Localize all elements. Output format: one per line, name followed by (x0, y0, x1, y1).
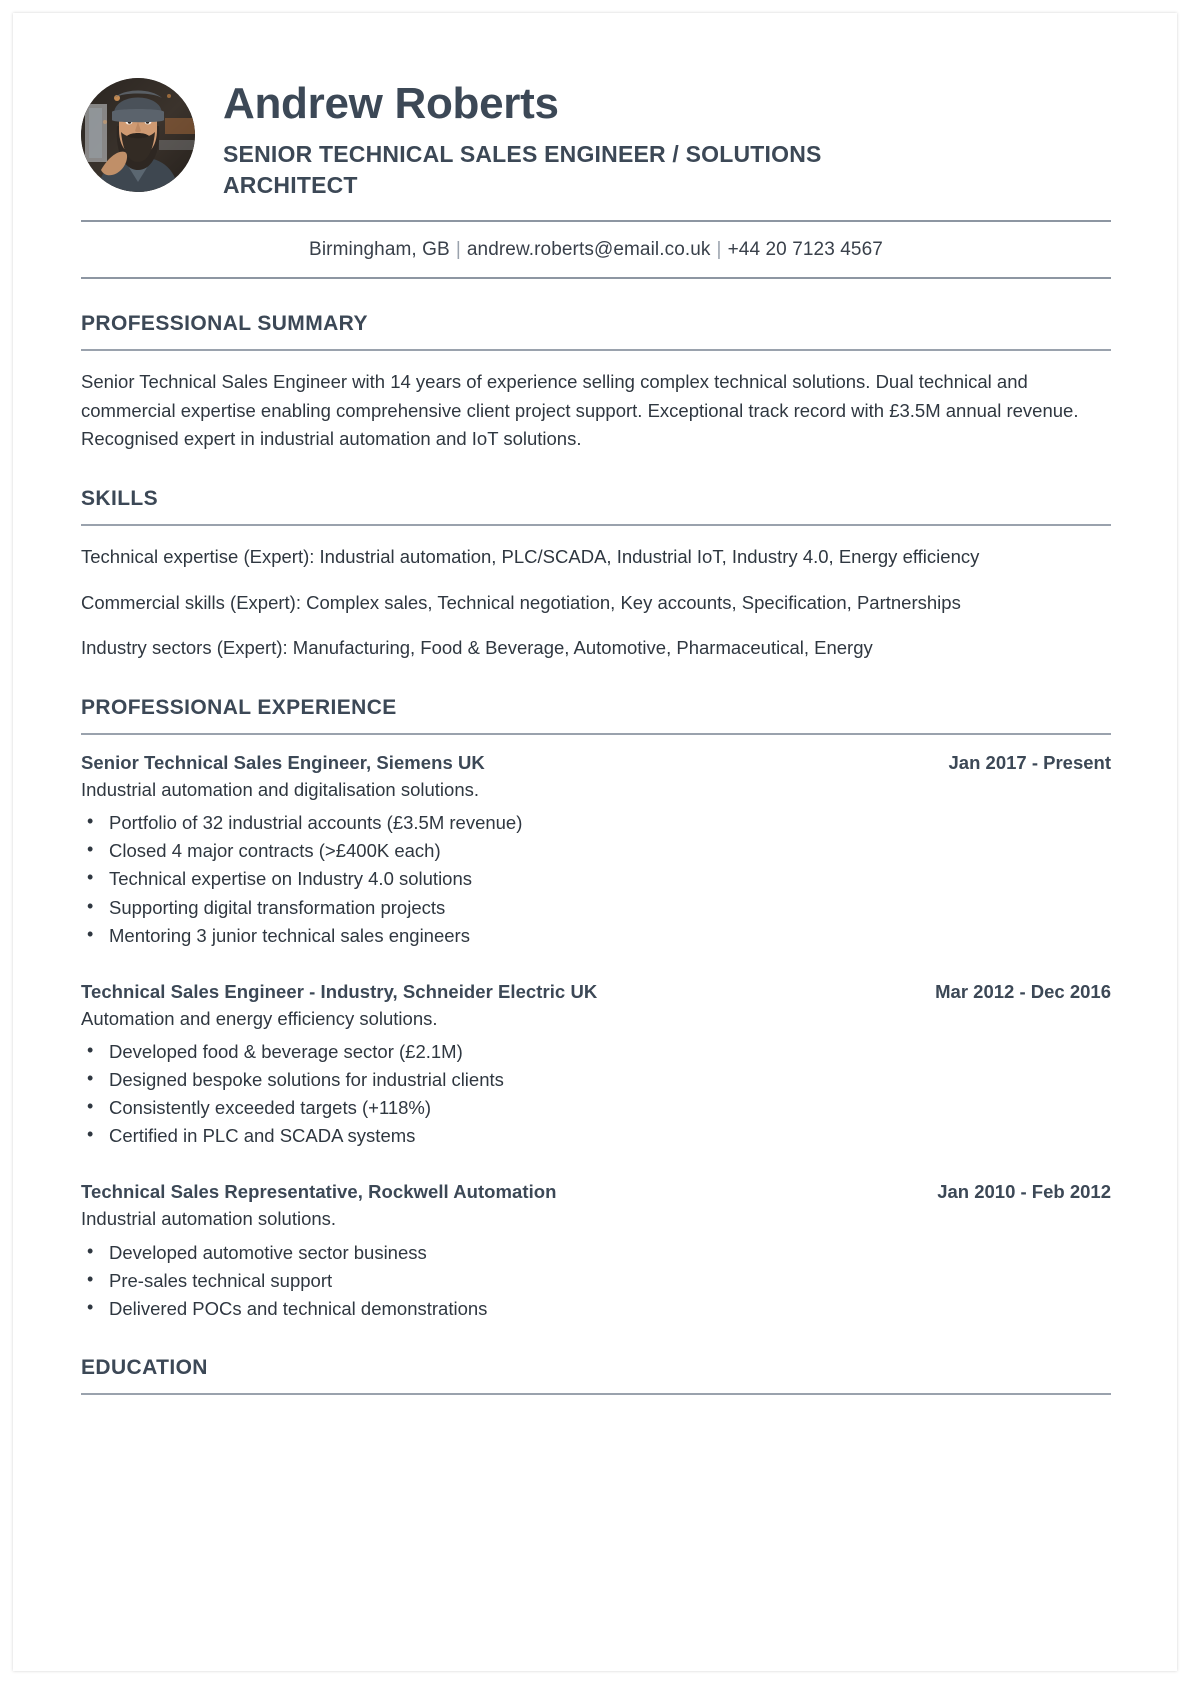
resume-header (81, 75, 1111, 200)
job-subtitle: SENIOR TECHNICAL SALES ENGINEER / SOLUTIONS ARCHITECT (223, 141, 822, 198)
summary-divider (81, 349, 1111, 351)
job-bullet: • Mentoring 3 junior technical sales engineers (81, 922, 1111, 950)
job-bullet: • Certified in PLC and SCADA systems (81, 1122, 1111, 1150)
experience-item-header (81, 752, 1111, 774)
job-bullets (81, 1239, 1111, 1323)
header-text (223, 75, 1111, 200)
contact-separator-1: | (455, 238, 461, 260)
job-bullet: • Portfolio of 32 industrial accounts (£3.5M revenue) (81, 809, 1111, 837)
job-bullet: • Designed bespoke solutions for industrial clients (81, 1066, 1111, 1094)
skills-divider (81, 524, 1111, 526)
experience-item-header (81, 1181, 1111, 1203)
experience-body (81, 752, 1111, 1323)
job-title: Senior Technical Sales Engineer, Siemens UK (81, 751, 485, 773)
section-skills (81, 487, 1111, 663)
experience-item (81, 981, 1111, 1151)
job-bullet: • Developed automotive sector business (81, 1239, 1111, 1267)
job-dates: Jan 2017 - Present (948, 751, 1111, 773)
contact-divider (81, 277, 1111, 279)
job-bullet: • Supporting digital transformation projects (81, 894, 1111, 922)
job-title: Technical Sales Engineer - Industry, Schneider Electric UK (81, 980, 598, 1002)
experience-item (81, 1181, 1111, 1323)
job-bullets (81, 1038, 1111, 1150)
job-dates: Jan 2010 - Feb 2012 (937, 1181, 1111, 1203)
contact-line (81, 222, 1111, 277)
job-bullets (81, 809, 1111, 950)
avatar (81, 78, 195, 192)
experience-item-header (81, 981, 1111, 1003)
skill-line: Technical expertise (Expert): Industrial automation, PLC/SCADA, Industrial IoT, Industry 4.0, Energy efficiency (81, 545, 980, 567)
section-professional-summary (81, 312, 1111, 454)
section-title-education: EDUCATION (81, 1356, 208, 1380)
education-divider (81, 1393, 1111, 1395)
job-dates: Mar 2012 - Dec 2016 (935, 980, 1111, 1002)
skill-line: Commercial skills (Expert): Complex sales, Technical negotiation, Key accounts, Specification, Partnerships (81, 591, 961, 613)
contact-phone[interactable]: +44 20 7123 4567 (727, 238, 883, 260)
job-description: Automation and energy efficiency solutions. (81, 1007, 438, 1029)
summary-text: Senior Technical Sales Engineer with 14 years of experience selling complex technical solutions. Dual technical and commercial expertise enabling comprehensive client project support. Exceptional track record with £3.5M annual revenue. Recognised expert in industrial automation and IoT solutions. (81, 370, 1079, 450)
summary-body (81, 368, 1111, 454)
skills-body (81, 543, 1111, 663)
contact-separator-2: | (716, 238, 722, 260)
skill-line: Industry sectors (Expert): Manufacturing, Food & Beverage, Automotive, Pharmaceutical, Energy (81, 637, 873, 659)
contact-email[interactable]: andrew.roberts@email.co.uk (466, 238, 711, 260)
job-bullet: • Consistently exceeded targets (+118%) (81, 1094, 1111, 1122)
section-title-summary: PROFESSIONAL SUMMARY (81, 311, 368, 335)
job-title: Technical Sales Representative, Rockwell Automation (81, 1181, 557, 1203)
job-bullet: • Technical expertise on Industry 4.0 solutions (81, 865, 1111, 893)
section-education (81, 1356, 1111, 1395)
job-bullet: • Developed food & beverage sector (£2.1M) (81, 1038, 1111, 1066)
job-description: Industrial automation and digitalisation solutions. (81, 778, 479, 800)
section-title-skills: SKILLS (81, 486, 159, 510)
job-description: Industrial automation solutions. (81, 1208, 337, 1230)
page-title: Andrew Roberts (223, 79, 559, 128)
section-title-experience: PROFESSIONAL EXPERIENCE (81, 695, 397, 719)
contact-location: Birmingham, GB (309, 238, 450, 260)
job-bullet: • Closed 4 major contracts (>£400K each) (81, 837, 1111, 865)
section-professional-experience (81, 696, 1111, 1323)
job-bullet: • Pre-sales technical support (81, 1267, 1111, 1295)
experience-divider (81, 733, 1111, 735)
experience-item (81, 752, 1111, 950)
resume-sheet (13, 13, 1177, 1671)
job-bullet: • Delivered POCs and technical demonstrations (81, 1295, 1111, 1323)
resume-content (81, 75, 1111, 1395)
